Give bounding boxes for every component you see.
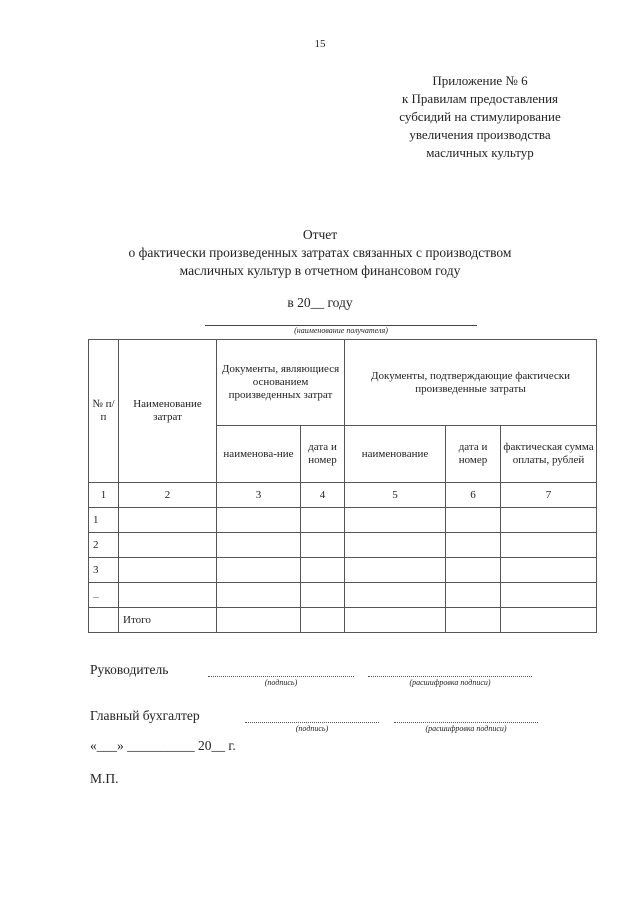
head-decode-caption: (расшифровка подписи) <box>409 678 491 687</box>
row-name: Итого <box>119 608 217 633</box>
row-num: 3 <box>89 558 119 583</box>
header-confirm-date: дата и номер <box>446 426 501 483</box>
cell <box>217 608 301 633</box>
column-number: 6 <box>446 483 501 508</box>
accountant-decode-caption: (расшифровка подписи) <box>425 724 507 733</box>
header-confirm-docs: Документы, подтверждающие фактически произведенные затраты <box>345 340 597 426</box>
accountant-decode-line[interactable] <box>394 722 538 723</box>
row-name <box>119 533 217 558</box>
table-row <box>89 583 597 608</box>
report-title-line: Отчет <box>302 227 338 242</box>
row-name <box>119 558 217 583</box>
cell <box>446 608 501 633</box>
appendix-line: субсидий на стимулирование <box>399 109 561 124</box>
header-confirm-sum: фактическая сумма оплаты, рублей <box>501 426 597 483</box>
cell <box>446 558 501 583</box>
appendix-line: к Правилам предоставления <box>401 91 559 106</box>
cost-table <box>88 339 597 633</box>
table-row <box>89 508 597 533</box>
row-num: 2 <box>89 533 119 558</box>
recipient-caption: (наименование получателя) <box>294 326 388 335</box>
cell <box>301 508 345 533</box>
cell <box>301 533 345 558</box>
accountant-sign-line[interactable] <box>245 722 379 723</box>
cell <box>446 583 501 608</box>
header-basis-docs: Документы, являющиеся основанием произведенных затрат <box>217 340 345 426</box>
cell <box>501 533 597 558</box>
cell <box>501 558 597 583</box>
cell <box>446 508 501 533</box>
header-num: № п/п <box>89 340 119 483</box>
column-number: 5 <box>345 483 446 508</box>
row-name <box>119 508 217 533</box>
total-row <box>89 608 597 633</box>
head-sign-caption: (подпись) <box>264 678 298 687</box>
table-row <box>89 558 597 583</box>
header-basis-name: наименова-ние <box>217 426 301 483</box>
column-number: 1 <box>89 483 119 508</box>
page-number: 15 <box>314 38 326 50</box>
row-num <box>89 608 119 633</box>
report-title-line: о фактически произведенных затратах связанных с производством <box>128 245 512 260</box>
cell <box>501 583 597 608</box>
appendix-line: Приложение № 6 <box>432 73 528 88</box>
cell <box>301 608 345 633</box>
row-name <box>119 583 217 608</box>
cell <box>217 583 301 608</box>
cell <box>345 533 446 558</box>
accountant-label: Главный бухгалтер <box>90 708 200 723</box>
column-number: 3 <box>217 483 301 508</box>
cell <box>217 533 301 558</box>
header-basis-date: дата и номер <box>301 426 345 483</box>
table-row <box>89 533 597 558</box>
report-title <box>90 226 550 280</box>
cell <box>446 533 501 558</box>
cell <box>345 608 446 633</box>
cell <box>301 558 345 583</box>
column-number: 4 <box>301 483 345 508</box>
cell <box>345 583 446 608</box>
head-label: Руководитель <box>90 662 169 677</box>
appendix-block <box>360 72 600 162</box>
report-title-line: масличных культур в отчетном финансовом году <box>179 263 461 278</box>
cell <box>217 508 301 533</box>
appendix-line: увеличения производства <box>409 127 551 142</box>
column-number: 2 <box>119 483 217 508</box>
cell <box>217 558 301 583</box>
row-num: ... <box>89 583 119 608</box>
head-decode-line[interactable] <box>368 676 532 677</box>
head-sign-line[interactable] <box>208 676 354 677</box>
stamp-place: М.П. <box>90 771 119 786</box>
cell <box>301 583 345 608</box>
appendix-line: масличных культур <box>426 145 534 160</box>
cell <box>501 508 597 533</box>
report-year: в 20__ году <box>287 295 353 310</box>
row-num: 1 <box>89 508 119 533</box>
column-number: 7 <box>501 483 597 508</box>
cell <box>345 508 446 533</box>
header-cost-name: Наименование затрат <box>119 340 217 483</box>
header-confirm-name: наименование <box>345 426 446 483</box>
cell <box>345 558 446 583</box>
cell <box>501 608 597 633</box>
column-number-row <box>89 483 597 508</box>
accountant-sign-caption: (подпись) <box>295 724 329 733</box>
date-line: «___» __________ 20__ г. <box>90 738 236 753</box>
